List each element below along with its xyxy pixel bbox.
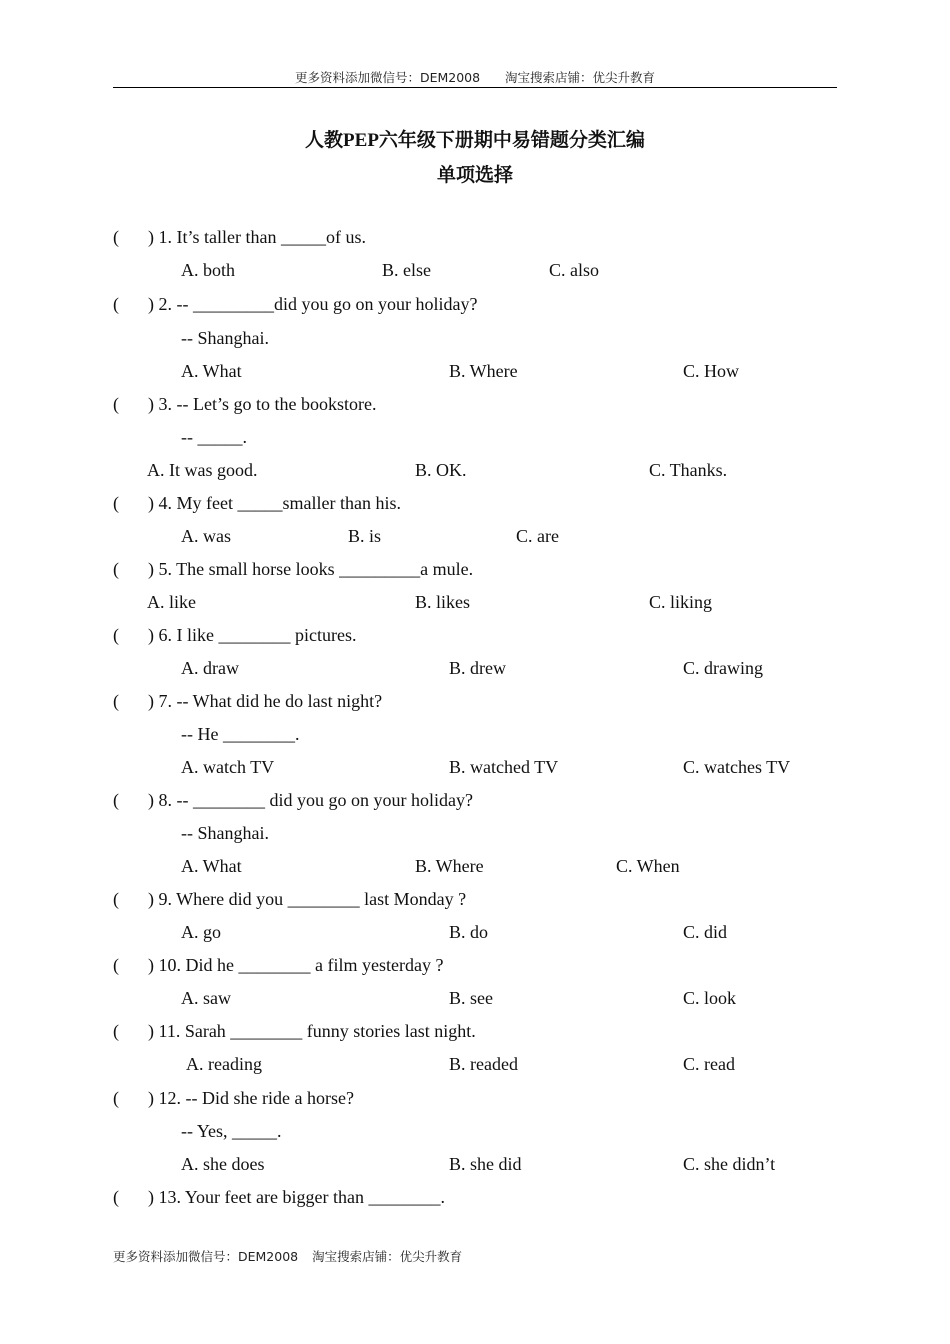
option-c: C. Thanks. bbox=[649, 460, 728, 480]
answer-paren: ( bbox=[113, 691, 119, 711]
option-b: B. see bbox=[449, 988, 493, 1008]
answer-paren: ( bbox=[113, 493, 119, 513]
option-c: C. did bbox=[683, 922, 728, 942]
question-stem: ) 8. -- ________ did you go on your holiday? bbox=[148, 790, 473, 810]
question-reply: -- Yes, _____. bbox=[181, 1121, 282, 1141]
option-b: B. she did bbox=[449, 1154, 522, 1174]
answer-paren: ( bbox=[113, 227, 119, 247]
page-title: 人教PEP六年级下册期中易错题分类汇编 bbox=[305, 130, 645, 151]
option-c: C. watches TV bbox=[683, 757, 791, 777]
option-a: A. saw bbox=[181, 988, 231, 1008]
option-a: A. go bbox=[181, 922, 221, 942]
page-footer bbox=[113, 1247, 462, 1265]
option-a: A. both bbox=[181, 260, 235, 280]
answer-paren: ( bbox=[113, 625, 119, 645]
option-c: C. are bbox=[516, 526, 559, 546]
answer-paren: ( bbox=[113, 790, 119, 810]
option-b: B. do bbox=[449, 922, 489, 942]
option-c: C. drawing bbox=[683, 658, 763, 678]
answer-paren: ( bbox=[113, 294, 119, 314]
question-stem: ) 10. Did he ________ a film yesterday ? bbox=[148, 955, 444, 975]
option-a: A. she does bbox=[181, 1154, 265, 1174]
section-title: 单项选择 bbox=[436, 165, 513, 186]
option-c: C. liking bbox=[649, 592, 713, 612]
footer-wechat: 更多资料添加微信号：DEM2008 bbox=[113, 1249, 299, 1264]
option-b: B. Where bbox=[449, 361, 518, 381]
option-a: A. It was good. bbox=[147, 460, 258, 480]
answer-paren: ( bbox=[113, 394, 119, 414]
option-c: C. read bbox=[683, 1054, 735, 1074]
option-a: A. like bbox=[147, 592, 196, 612]
option-a: A. reading bbox=[186, 1054, 262, 1074]
answer-paren: ( bbox=[113, 1021, 119, 1041]
answer-paren: ( bbox=[113, 559, 119, 579]
option-c: C. look bbox=[683, 988, 737, 1008]
option-a: A. What bbox=[181, 856, 242, 876]
question-stem: ) 3. -- Let’s go to the bookstore. bbox=[148, 394, 377, 414]
question-stem: ) 13. Your feet are bigger than ________. bbox=[148, 1187, 445, 1207]
option-b: B. else bbox=[382, 260, 431, 280]
question-stem: ) 5. The small horse looks _________a mule. bbox=[148, 559, 474, 579]
question-stem: ) 1. It’s taller than _____of us. bbox=[148, 227, 366, 247]
question-stem: ) 2. -- _________did you go on your holiday? bbox=[148, 294, 478, 314]
option-c: C. she didn’t bbox=[683, 1154, 776, 1174]
question-stem: ) 7. -- What did he do last night? bbox=[148, 691, 383, 711]
option-a: A. watch TV bbox=[181, 757, 275, 777]
question-stem: ) 12. -- Did she ride a horse? bbox=[148, 1088, 354, 1108]
option-b: B. drew bbox=[449, 658, 506, 678]
question-stem: ) 4. My feet _____smaller than his. bbox=[148, 493, 401, 513]
footer-shop: 淘宝搜索店铺：优尖升教育 bbox=[312, 1249, 463, 1264]
answer-paren: ( bbox=[113, 1088, 119, 1108]
answer-paren: ( bbox=[113, 1187, 119, 1207]
option-c: C. When bbox=[616, 856, 680, 876]
answer-paren: ( bbox=[113, 889, 119, 909]
answer-paren: ( bbox=[113, 955, 119, 975]
option-c: C. How bbox=[683, 361, 740, 381]
option-b: B. watched TV bbox=[449, 757, 559, 777]
question-stem: ) 9. Where did you ________ last Monday ? bbox=[148, 889, 467, 909]
header-rule bbox=[113, 87, 837, 88]
option-b: B. is bbox=[348, 526, 382, 546]
option-b: B. OK. bbox=[415, 460, 467, 480]
question-stem: ) 11. Sarah ________ funny stories last night. bbox=[148, 1021, 476, 1041]
option-b: B. Where bbox=[415, 856, 484, 876]
option-a: A. was bbox=[181, 526, 231, 546]
option-b: B. likes bbox=[415, 592, 471, 612]
question-reply: -- He ________. bbox=[181, 724, 300, 744]
question-reply: -- _____. bbox=[181, 427, 247, 447]
question-reply: -- Shanghai. bbox=[181, 328, 269, 348]
option-a: A. What bbox=[181, 361, 242, 381]
page-header: 更多资料添加微信号：DEM2008 淘宝搜索店铺：优尖升教育 bbox=[294, 70, 656, 85]
option-b: B. readed bbox=[449, 1054, 518, 1074]
question-stem: ) 6. I like ________ pictures. bbox=[148, 625, 357, 645]
option-c: C. also bbox=[549, 260, 600, 280]
option-a: A. draw bbox=[181, 658, 239, 678]
question-reply: -- Shanghai. bbox=[181, 823, 269, 843]
